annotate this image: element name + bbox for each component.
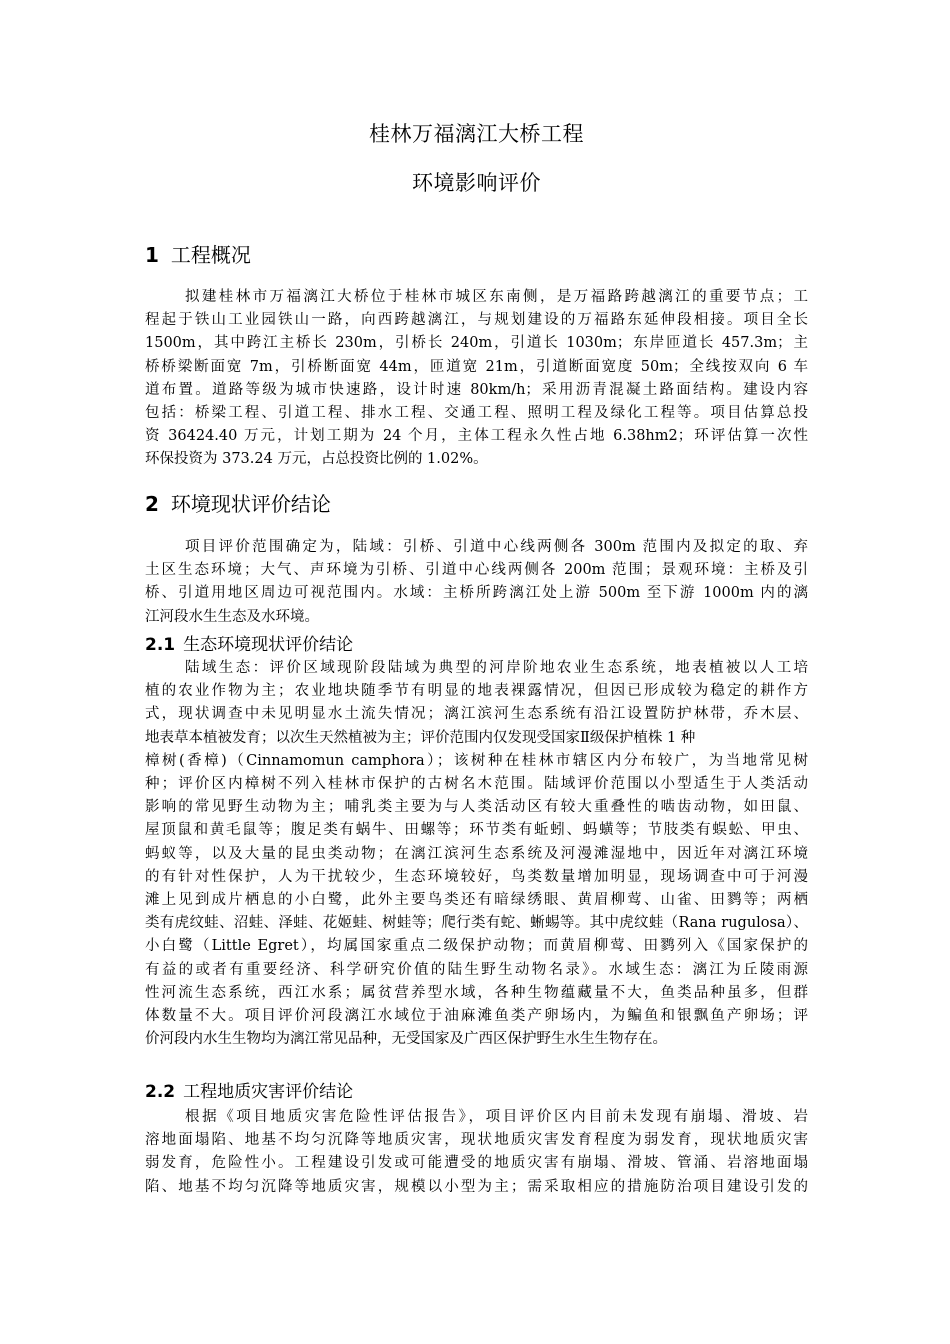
paragraph-line: 根据《项目地质灾害危险性评估报告》，项目评价区内目前未发现有崩塌、滑坡、岩 [185, 1109, 808, 1125]
section-1-number: 1 [145, 243, 159, 267]
paragraph-line: 屋顶鼠和黄毛鼠等；腹足类有蜗牛、田螺等；环节类有蚯蚓、蚂蟥等；节肢类有蜈蚣、甲虫、 [145, 822, 808, 839]
paragraph-line: 类有虎纹蛙、沼蛙、泽蛙、花姬蛙、树蛙等；爬行类有蛇、蜥蜴等。其中虎纹蛙（Rana rugulosa）、 [145, 915, 808, 932]
paragraph-line: 环保投资为 373.24 万元，占总投资比例的 1.02%。 [145, 451, 488, 468]
paragraph-line: 小白鹭（Little Egret），均属国家重点二级保护动物；而黄眉柳莺、田鹨列入《国家保护的 [145, 938, 808, 955]
section-1-paragraph [145, 286, 808, 472]
paragraph-line: 包括：桥梁工程、引道工程、排水工程、交通工程、照明工程及绿化工程等。项目估算总投 [145, 405, 808, 422]
paragraph-line: 有益的或者有重要经济、科学研究价值的陆生野生动物名录》。水域生态：漓江为丘陵雨源 [145, 961, 808, 978]
paragraph-line: 式，现状调查中未见明显水土流失情况；漓江滨河生态系统有沿江设置防护林带，乔木层、 [145, 706, 808, 723]
paragraph-line: 的有针对性保护，人为干扰较少，生态环境较好，鸟类数量增加明显，现场调查中可于河漫 [145, 868, 808, 885]
paragraph-line: 桥、引道用地区周边可视范围内。水域：主桥所跨漓江处上游 500m 至下游 1000m 内的漓 [145, 585, 808, 602]
paragraph-line: 蚂蚁等，以及大量的昆虫类动物；在漓江滨河生态系统及河漫滩湿地中，因近年对漓江环境 [145, 845, 808, 862]
paragraph-line: 樟树(香樟)（Cinnamomun camphora）；该树种在桂林市辖区内分布较广，为当地常见树 [145, 752, 808, 769]
paragraph-line: 滩上见到成片栖息的小白鹭，此外主要鸟类还有暗绿绣眼、黄眉柳莺、山雀、田鹨等；两栖 [145, 892, 808, 909]
paragraph-line: 土区生态环境；大气、声环境为引桥、引道中心线两侧各 200m 范围；景观环境：主桥及引 [145, 562, 808, 579]
paragraph-line: 种；评价区内樟树不列入桂林市保护的古树名木范围。陆域评价范围以小型适生于人类活动 [145, 776, 808, 793]
section-2-2-heading [145, 1081, 353, 1103]
paragraph-line: 弱发育，危险性小。工程建设引发或可能遭受的地质灾害有崩塌、滑坡、管涌、岩溶地面塌 [145, 1155, 808, 1172]
paragraph-line: 性河流生态系统，西江水系；属贫营养型水域，各种生物蕴藏量不大，鱼类品种虽多，但群 [145, 984, 808, 1001]
document-title: 桂林万福漓江大桥工程 [369, 122, 584, 146]
section-2-1-title: 生态环境现状评价结论 [183, 635, 354, 655]
section-2-1-paragraph [145, 657, 808, 1051]
document-subtitle: 环境影响评价 [412, 171, 541, 195]
paragraph-line: 价河段内水生生物均为漓江常见品种，无受国家及广西区保护野生水生生物存在。 [145, 1031, 667, 1048]
section-2-number: 2 [145, 492, 159, 516]
paragraph-line: 江河段水生生态及水环境。 [145, 608, 319, 625]
paragraph-line: 陆域生态：评价区域现阶段陆域为典型的河岸阶地农业生态系统，地表植被以人工培 [185, 660, 808, 676]
paragraph-line: 体数量不大。项目评价河段漓江水域位于油麻滩鱼类产卵场内，为鳊鱼和银飘鱼产卵场；评 [145, 1008, 808, 1025]
section-1-title: 工程概况 [170, 243, 251, 267]
section-2-2-paragraph [145, 1106, 808, 1199]
paragraph-line: 桥桥梁断面宽 7m，引桥断面宽 44m，匝道宽 21m，引道断面宽度 50m；全线按双向 6 车 [145, 358, 808, 375]
paragraph-line: 陷、地基不均匀沉降等地质灾害，规模以小型为主；需采取相应的措施防治项目建设引发的 [145, 1178, 808, 1195]
section-2-2-number: 2.2 [145, 1082, 176, 1102]
paragraph-line: 地表草本植被发育；以次生天然植被为主；评价范围内仅发现受国家Ⅱ级保护植株 1 种 [145, 729, 696, 746]
section-2-2-title: 工程地质灾害评价结论 [183, 1082, 354, 1102]
section-1-heading [145, 241, 251, 269]
paragraph-line: 1500m，其中跨江主桥长 230m，引桥长 240m，引道长 1030m；东岸匝道长 457.3m；主 [145, 335, 808, 352]
section-2-paragraph [145, 536, 808, 629]
paragraph-line: 影响的常见野生动物为主；哺乳类主要为与人类活动区有较大重叠性的啮齿动物，如田鼠、 [145, 799, 808, 816]
paragraph-line: 资 36424.40 万元，计划工期为 24 个月，主体工程永久性占地 6.38hm2；环评估算一次性 [145, 428, 808, 445]
paragraph-line: 拟建桂林市万福漓江大桥位于桂林市城区东南侧，是万福路跨越漓江的重要节点；工 [185, 289, 808, 305]
section-2-title: 环境现状评价结论 [170, 492, 331, 516]
section-2-heading [145, 490, 331, 518]
paragraph-line: 程起于铁山工业园铁山一路，向西跨越漓江，与规划建设的万福路东延伸段相接。项目全长 [145, 312, 808, 329]
section-2-1-number: 2.1 [145, 635, 176, 655]
paragraph-line: 道布置。道路等级为城市快速路，设计时速 80km/h；采用沥青混凝土路面结构。建设内容 [145, 381, 808, 398]
section-2-1-heading [145, 634, 353, 656]
paragraph-line: 植的农业作物为主；农业地块随季节有明显的地表裸露情况，但因已形成较为稳定的耕作方 [145, 683, 808, 700]
paragraph-line: 溶地面塌陷、地基不均匀沉降等地质灾害，现状地质灾害发育程度为弱发育，现状地质灾害 [145, 1132, 808, 1149]
paragraph-line: 项目评价范围确定为，陆域：引桥、引道中心线两侧各 300m 范围内及拟定的取、弃 [185, 539, 808, 555]
